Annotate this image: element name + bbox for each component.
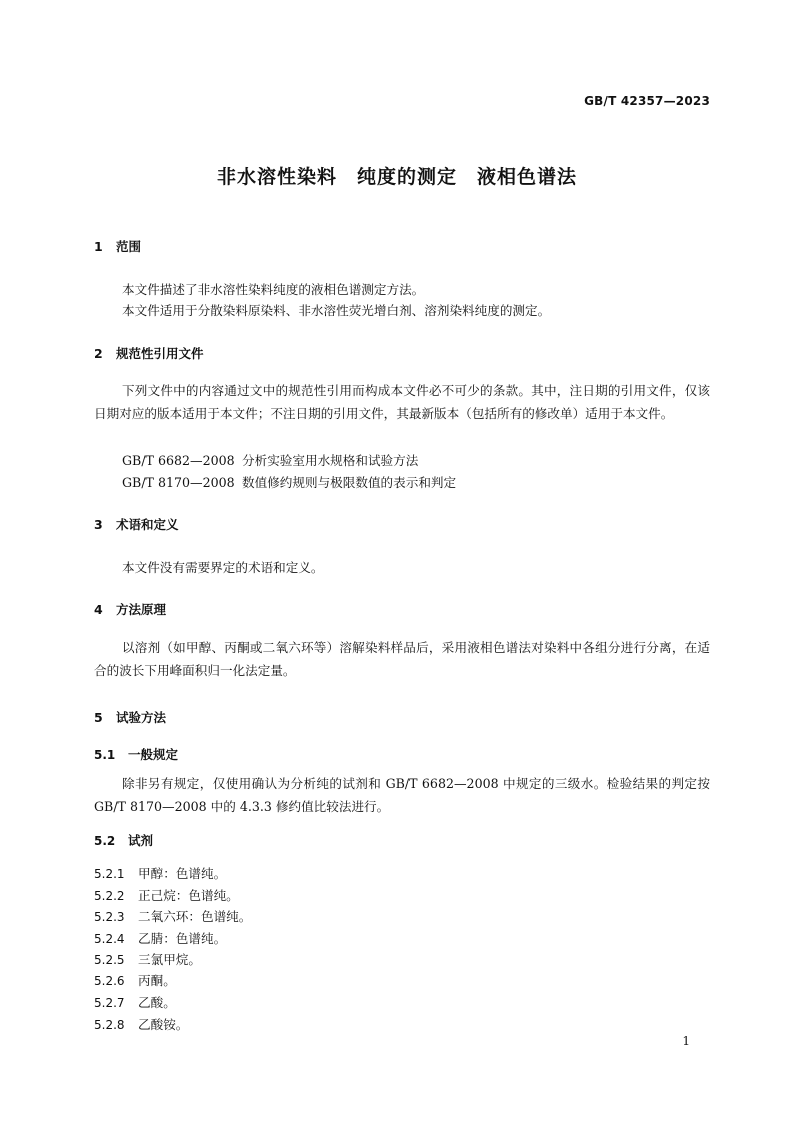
scope-line-2: 本文件适用于分散染料原染料、非水溶性荧光增白剂、溶剂染料纯度的测定。 [122, 303, 551, 318]
section-title: 方法原理 [116, 602, 167, 617]
item-number: 5.2.2 [94, 889, 125, 903]
subsection-number: 5.2 [94, 834, 116, 848]
item-text: 三氯甲烷。 [138, 952, 201, 967]
section-3-heading [94, 515, 179, 533]
subsection-title: 一般规定 [128, 747, 179, 762]
page-number: 1 [682, 1034, 690, 1048]
subsection-5-2-heading [94, 831, 153, 849]
reference-title: 分析实验室用水规格和试验方法 [242, 453, 419, 468]
item-text: 正己烷：色谱纯。 [138, 888, 239, 903]
reagent-item [94, 1014, 188, 1033]
section-4-heading [94, 600, 166, 618]
reagent-item [94, 906, 251, 925]
standard-number: GB/T 42357—2023 [584, 94, 710, 108]
reference-code: GB/T 6682—2008 [122, 453, 235, 468]
principle-paragraph: 以溶剂（如甲醇、丙酮或二氧六环等）溶解染料样品后，采用液相色谱法对染料中各组分进行分离，在适合的波长下用峰面积归一化法定量。 [94, 640, 710, 678]
reagent-item [94, 928, 226, 947]
scope-line-1: 本文件描述了非水溶性染料纯度的液相色谱测定方法。 [122, 282, 425, 297]
terms-line: 本文件没有需要界定的术语和定义。 [122, 560, 324, 575]
reagent-item [94, 949, 201, 968]
section-5-heading [94, 708, 166, 726]
item-number: 5.2.8 [94, 1018, 125, 1032]
reagent-item [94, 992, 176, 1011]
item-text: 二氧六环：色谱纯。 [138, 909, 252, 924]
section-number: 5 [94, 710, 103, 725]
item-text: 乙酸。 [138, 995, 176, 1010]
item-text: 丙酮。 [138, 973, 176, 988]
normative-references-paragraph: 下列文件中的内容通过文中的规范性引用而构成本文件必不可少的条款。其中，注日期的引用文件，仅该日期对应的版本适用于本文件；不注日期的引用文件，其最新版本（包括所有的修改单）适用于本文件。 [94, 383, 710, 421]
reference-title: 数值修约规则与极限数值的表示和判定 [242, 475, 457, 490]
section-title: 规范性引用文件 [116, 346, 204, 361]
reference-item [122, 450, 418, 469]
section-title: 术语和定义 [116, 517, 179, 532]
section-number: 3 [94, 517, 103, 532]
reagent-item [94, 863, 226, 882]
reference-item [122, 472, 456, 491]
item-number: 5.2.3 [94, 910, 125, 924]
subsection-title: 试剂 [128, 833, 154, 848]
item-text: 乙腈：色谱纯。 [138, 931, 227, 946]
item-number: 5.2.4 [94, 932, 125, 946]
item-number: 5.2.1 [94, 867, 125, 881]
section-1-heading [94, 237, 141, 255]
item-number: 5.2.7 [94, 996, 125, 1010]
document-title: 非水溶性染料 纯度的测定 液相色谱法 [216, 166, 577, 188]
item-text: 乙酸铵。 [138, 1017, 189, 1032]
item-number: 5.2.6 [94, 974, 125, 988]
reference-code: GB/T 8170—2008 [122, 475, 235, 490]
section-number: 1 [94, 239, 103, 254]
section-2-heading [94, 344, 204, 362]
subsection-5-1-heading [94, 745, 178, 763]
section-title: 试验方法 [116, 710, 167, 725]
item-number: 5.2.5 [94, 953, 125, 967]
subsection-number: 5.1 [94, 748, 116, 762]
reagent-item [94, 885, 239, 904]
section-number: 4 [94, 602, 103, 617]
section-number: 2 [94, 346, 103, 361]
general-provisions-paragraph: 除非另有规定，仅使用确认为分析纯的试剂和 GB/T 6682—2008 中规定的三级水。检验结果的判定按 GB/T 8170—2008 中的 4.3.3 修约值比较法进行。 [94, 776, 710, 814]
section-title: 范围 [116, 239, 142, 254]
item-text: 甲醇：色谱纯。 [138, 866, 227, 881]
reagent-item [94, 970, 176, 989]
